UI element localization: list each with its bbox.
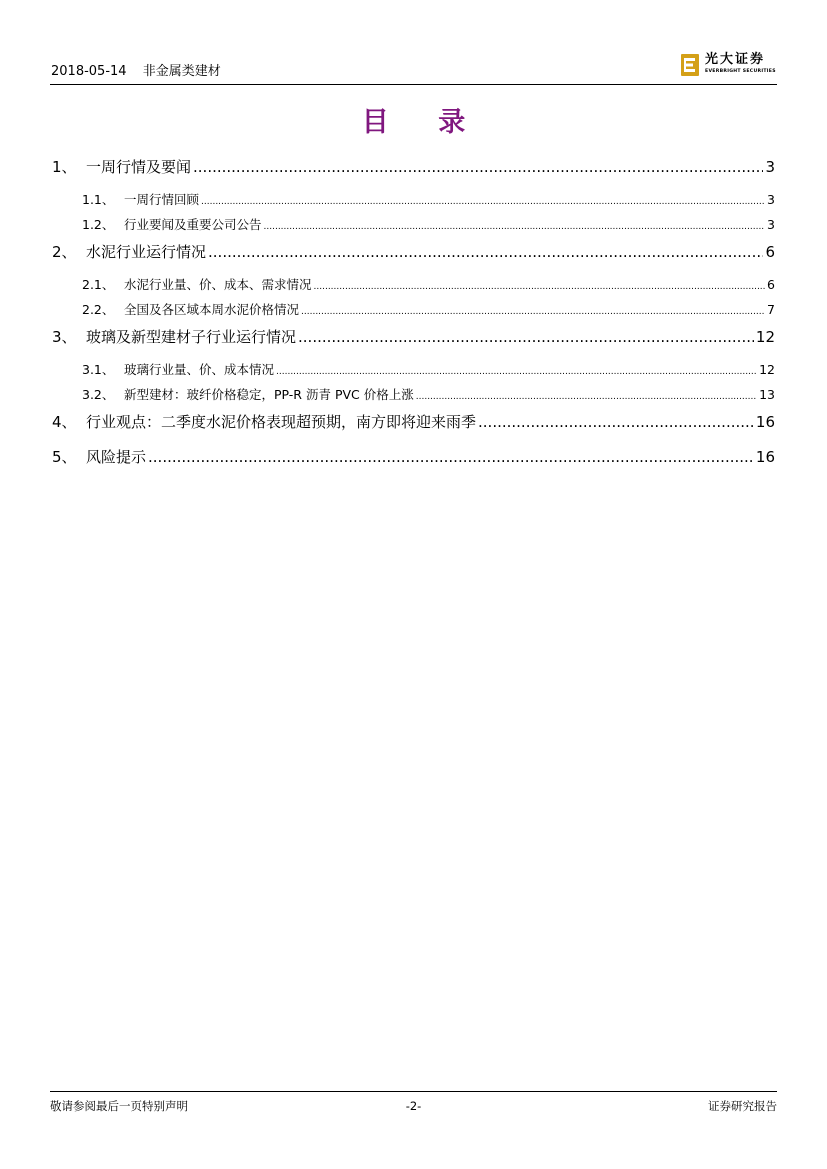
toc-entry-title: 行业观点：二季度水泥价格表现超预期，南方即将迎来雨季 xyxy=(86,413,477,431)
toc-leader-dots xyxy=(208,241,763,263)
toc-entry[interactable] xyxy=(52,446,775,481)
toc-entry-page: 6 xyxy=(765,243,775,261)
toc-entry-page: 12 xyxy=(759,362,775,377)
toc-entry-title: 玻璃行业量、价、成本情况 xyxy=(124,362,275,377)
toc-entry-number: 1.2、 xyxy=(82,217,115,232)
toc-entry-title: 新型建材：玻纤价格稳定，PP-R 沥青 PVC 价格上涨 xyxy=(124,387,414,402)
toc-entry-page: 3 xyxy=(765,158,775,176)
toc-entry-number: 3.2、 xyxy=(82,387,115,402)
toc-entry-title: 一周行情及要闻 xyxy=(86,158,192,176)
toc-entry-title: 一周行情回顾 xyxy=(124,192,200,207)
toc-entry-page: 7 xyxy=(767,302,775,317)
toc-entry-number: 2.1、 xyxy=(82,277,115,292)
toc-entry-number: 3、 xyxy=(52,328,77,346)
header-date: 2018-05-14 xyxy=(51,64,127,79)
toc-entry-page: 16 xyxy=(755,413,775,431)
toc-entry-number: 3.1、 xyxy=(82,362,115,377)
toc-entry[interactable] xyxy=(52,156,775,191)
toc-leader-dots xyxy=(201,191,765,211)
toc-leader-dots xyxy=(276,361,757,381)
toc-entry[interactable] xyxy=(52,301,775,326)
toc-entry-title: 风险提示 xyxy=(86,448,147,466)
toc-entry-title: 全国及各区域本周水泥价格情况 xyxy=(124,302,300,317)
toc-entry-title: 水泥行业运行情况 xyxy=(86,243,207,261)
header-category: 非金属类建材 xyxy=(142,64,221,79)
toc-entry-page: 3 xyxy=(767,217,775,232)
page-number: -2- xyxy=(405,1099,422,1113)
toc-leader-dots xyxy=(478,411,754,433)
toc-entry[interactable] xyxy=(52,386,775,411)
toc-leader-dots xyxy=(301,301,765,321)
toc-entry-number: 4、 xyxy=(52,413,77,431)
footer-disclaimer: 敬请参阅最后一页特别声明 xyxy=(50,1099,188,1113)
toc-entry[interactable] xyxy=(52,191,775,216)
toc-entry[interactable] xyxy=(52,276,775,301)
toc-leader-dots xyxy=(314,276,766,296)
logo-english-name: EVERBRIGHT SECURITIES xyxy=(705,69,776,74)
toc-entry-title: 水泥行业量、价、成本、需求情况 xyxy=(124,277,312,292)
toc-entry-page: 12 xyxy=(755,328,775,346)
toc-leader-dots xyxy=(298,326,754,348)
toc-leader-dots xyxy=(193,156,763,178)
toc-entry-number: 1.1、 xyxy=(82,192,115,207)
page-footer xyxy=(50,1091,777,1113)
toc-entry-number: 2、 xyxy=(52,243,77,261)
toc-entry-number: 5、 xyxy=(52,448,77,466)
table-of-contents xyxy=(52,156,775,481)
logo-chinese-name: 光大证券 xyxy=(705,52,766,67)
page-header xyxy=(50,52,777,85)
toc-title: 目 录 xyxy=(361,107,486,138)
toc-entry-number: 2.2、 xyxy=(82,302,115,317)
toc-entry[interactable] xyxy=(52,411,775,446)
footer-report-type: 证券研究报告 xyxy=(708,1099,777,1113)
toc-entry[interactable] xyxy=(52,241,775,276)
everbright-logo xyxy=(681,52,777,78)
toc-leader-dots xyxy=(148,446,754,468)
toc-entry[interactable] xyxy=(52,361,775,386)
toc-entry[interactable] xyxy=(52,216,775,241)
toc-leader-dots xyxy=(264,216,766,236)
toc-entry-page: 13 xyxy=(759,387,775,402)
toc-entry-title: 玻璃及新型建材子行业运行情况 xyxy=(86,328,297,346)
header-text xyxy=(51,64,221,80)
toc-leader-dots xyxy=(416,386,757,406)
toc-entry-page: 16 xyxy=(755,448,775,466)
toc-entry-title: 行业要闻及重要公司公告 xyxy=(124,217,262,232)
toc-entry[interactable] xyxy=(52,326,775,361)
toc-entry-page: 3 xyxy=(767,192,775,207)
everbright-logo-mark-icon xyxy=(681,54,699,76)
toc-entry-page: 6 xyxy=(767,277,775,292)
toc-entry-number: 1、 xyxy=(52,158,77,176)
